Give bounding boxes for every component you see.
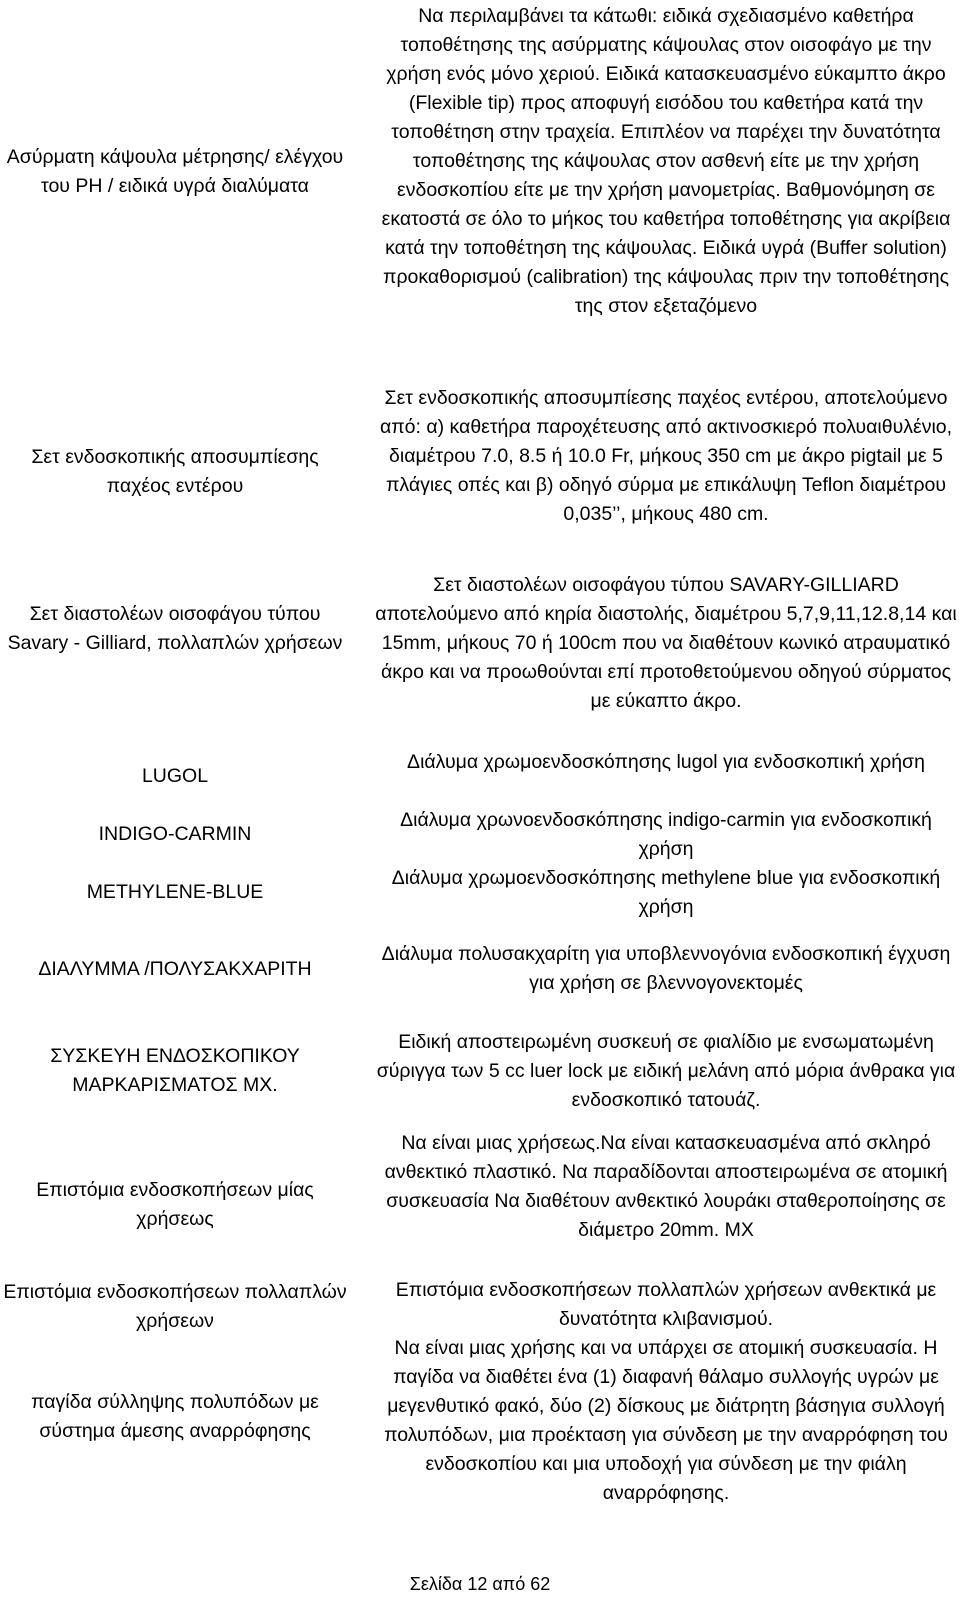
item-name-text: ΔΙΑΛΥΜΜΑ /ΠΟΛΥΣΑΚΧΑΡΙΤΗ <box>38 958 312 980</box>
item-spec-colon-decompression <box>372 384 960 529</box>
item-spec-marking-device <box>372 1028 960 1115</box>
item-name-mouthpiece-reusable <box>0 1278 350 1336</box>
item-name-indigo-carmin <box>0 820 350 849</box>
item-name-text: Ασύρματη κάψουλα μέτρησης/ ελέγχου του PH / ειδικά υγρά διαλύματα <box>6 146 344 197</box>
item-name-marking-device <box>0 1042 350 1100</box>
item-name-savary-dilators <box>0 600 350 658</box>
item-spec-text: Να είναι μιας χρήσης και να υπάρχει σε ατομική συσκευασία. Η παγίδα να διαθέτει ένα (1) διαφανή θάλαμο συλλογής υγρών με μεγενθυτικό φακό, δύο (2) δίσκους με διάτρητη βάσηγια συλλογή πολυπόδων, μια προέκταση για σύνδεση με την αναρρόφηση του ενδοσκοπίου και μια υποδοχή για σύνδεση με την φιάλη αναρρόφησης. <box>384 1337 948 1504</box>
item-name-lugol <box>0 762 350 791</box>
item-name-text: Σετ ενδοσκοπικής αποσυμπίεσης παχέος εντέρου <box>31 446 319 497</box>
item-spec-text: Σετ διαστολέων οισοφάγου τύπου SAVARY-GILLIARD αποτελούμενο από κηρία διαστολής, διαμέτρου 5,7,9,11,12.8,14 και 15mm, μήκους 70 ή 100cm που να διαθέτουν κωνικό ατραυματικό άκρο και να προωθούνται επί προτοθετούμενου οδηγού σύρματος με εύκαπτο άκρο. <box>375 574 957 712</box>
item-spec-text: Επιστόμια ενδοσκοπήσεων πολλαπλών χρήσεων ανθεκτικά με δυνατότητα κλιβανισμού. <box>395 1279 937 1330</box>
item-spec-text: Ειδική αποστειρωμένη συσκευή σε φιαλίδιο με ενσωματωμένη σύριγγα των 5 cc luer lock με ειδική μελάνη από μόρια άνθρακα για ενδοσκοπικό τατουάζ. <box>376 1031 956 1111</box>
item-name-text: LUGOL <box>141 765 209 787</box>
item-spec-text: Να περιλαμβάνει τα κάτωθι: ειδικά σχεδιασμένο καθετήρα τοποθέτησης της ασύρματης κάψουλας στον οισοφάγο με την χρήση ενός μόνο χεριού. Ειδικά κατασκευασμένο εύκαμπτο άκρο (Flexible tip) προς αποφυγή εισόδου του καθετήρα κατά την τοποθέτηση στην τραχεία. Επιπλέον να παρέχει την δυνατότητα τοποθέτησης της κάψουλας στον ασθενή είτε με την χρήση ενδοσκοπίου είτε με την χρήση μανομετρίας. Βαθμονόμηση σε εκατοστά σε όλο το μήκος του καθετήρα τοποθέτησης για ακρίβεια κατά την τοποθέτηση της κάψουλας. Ειδικά υγρά (Buffer solution) προκαθορισμού (calibration) της κάψουλας πριν την τοποθέτησης της στον εξεταζόμενο <box>381 5 951 317</box>
page-number: Σελίδα 12 από 62 <box>409 1574 551 1594</box>
item-name-text: METHYLENE-BLUE <box>86 881 264 903</box>
item-spec-polysaccharide <box>372 940 960 998</box>
item-name-text: Σετ διαστολέων οισοφάγου τύπου Savary - Gilliard, πολλαπλών χρήσεων <box>7 603 343 654</box>
item-spec-text: Διάλυμα χρωμοενδοσκόπησης lugol για ενδοσκοπική χρήση <box>407 751 925 773</box>
item-spec-mouthpiece-single-use <box>372 1129 960 1245</box>
item-name-polysaccharide <box>0 955 350 984</box>
item-spec-methylene-blue <box>372 864 960 922</box>
item-name-mouthpiece-single-use <box>0 1176 350 1234</box>
item-spec-text: Διάλυμα χρωνοενδοσκόπησης indigo-carmin για ενδοσκοπική χρήση <box>400 809 932 860</box>
item-name-text: ΣΥΣΚΕΥΗ ΕΝΔΟΣΚΟΠΙΚΟΥ ΜΑΡΚΑΡΙΣΜΑΤΟΣ ΜΧ. <box>50 1045 300 1096</box>
item-spec-mouthpiece-reusable <box>372 1276 960 1334</box>
item-name-methylene-blue <box>0 878 350 907</box>
item-spec-text: Να είναι μιας χρήσεως.Να είναι κατασκευασμένα από σκληρό ανθεκτικό πλαστικό. Να παραδίδονται αποστειρωμένα σε ατομική συσκευασία Να διαθέτουν ανθεκτικό λουράκι σταθεροποίησης σε διάμετρο 20mm. ΜΧ <box>384 1132 948 1241</box>
item-name-text: Επιστόμια ενδοσκοπήσεων μίας χρήσεως <box>36 1179 314 1230</box>
item-spec-savary-dilators <box>372 571 960 716</box>
item-spec-text: Σετ ενδοσκοπικής αποσυμπίεσης παχέος εντέρου, αποτελούμενο από: α) καθετήρα παροχέτευσης από ακτινοσκιερό πολυαιθυλένιο, διαμέτρου 7.0, 8.5 ή 10.0 Fr, μήκους 350 cm με άκρο pigtail με 5 πλάγιες οπές και β) οδηγό σύρμα με επικάλυψη Teflon διαμέτρου 0,035’’, μήκους 480 cm. <box>379 387 953 525</box>
item-name-ph-capsule <box>0 143 350 201</box>
item-spec-lugol <box>372 748 960 777</box>
item-spec-text: Διάλυμα χρωμοενδοσκόπησης methylene blue για ενδοσκοπική χρήση <box>391 867 941 918</box>
item-name-polyp-trap <box>0 1388 350 1446</box>
item-name-colon-decompression <box>0 443 350 501</box>
item-name-text: INDIGO-CARMIN <box>98 823 252 845</box>
item-spec-text: Διάλυμα πολυσακχαρίτη για υποβλεννογόνια ενδοσκοπική έγχυση για χρήση σε βλεννογονεκτομές <box>381 943 951 994</box>
item-name-text: Επιστόμια ενδοσκοπήσεων πολλαπλών χρήσεων <box>3 1281 347 1332</box>
item-spec-ph-capsule <box>372 2 960 321</box>
item-name-text: παγίδα σύλληψης πολυπόδων με σύστημα άμεσης αναρρόφησης <box>31 1391 319 1442</box>
item-spec-polyp-trap <box>372 1334 960 1508</box>
item-spec-indigo-carmin <box>372 806 960 864</box>
